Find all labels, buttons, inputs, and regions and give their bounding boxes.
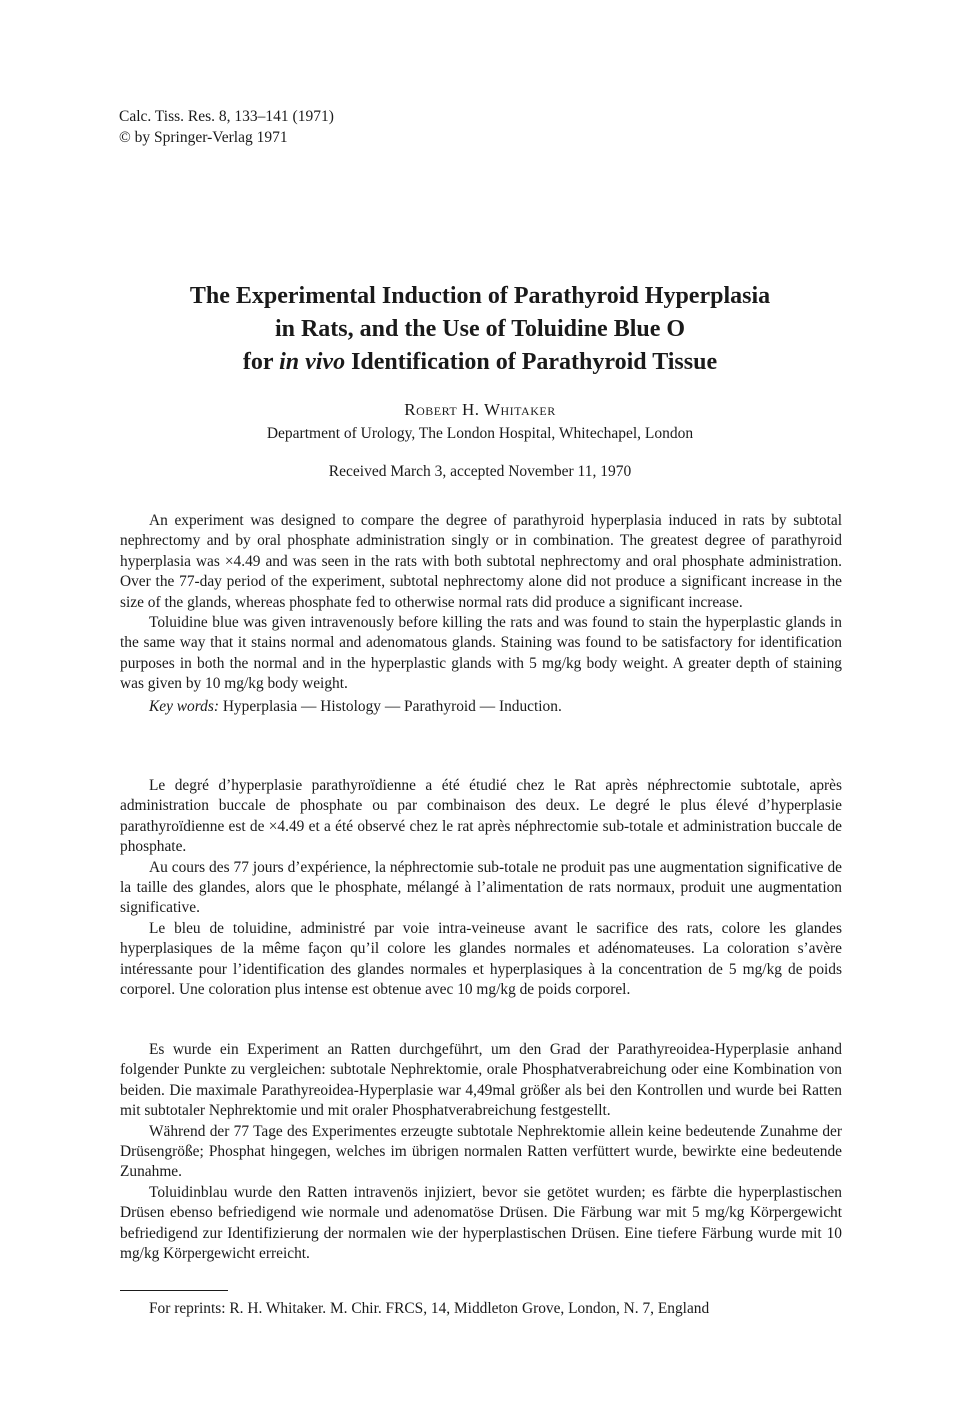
abstract-fr-paragraph-3: Le bleu de toluidine, administré par voie intra-veineuse avant le sacrifice des rats, colore les glandes hyperplasiques de la même façon qu’il colore les glandes normales et adénomateuses. La coloration s’avère intéressante pour l’identification des glandes normales et hyperplasiques à la concentration de 5 mg/kg de poids corporel. Une coloration plus intense est obtenue avec 10 mg/kg de poids corporel. (120, 919, 842, 999)
paper-title (120, 280, 840, 379)
abstract-en-paragraph-1: An experiment was designed to compare the degree of parathyroid hyperplasia induced in rats by subtotal nephrectomy and by oral phosphate administration singly or in combination. The greatest degree of parathyroid hyperplasia was ×4.49 and was seen in the rats with both subtotal nephrectomy and oral phosphate administration. Over the 77-day period of the experiment, subtotal nephrectomy alone did not produce a significant increase in the size of the glands, whereas phosphate fed to otherwise normal rats did produce a significant increase. (120, 512, 842, 611)
title-line-3-suffix: Identification of Parathyroid Tissue (345, 349, 718, 375)
author-affiliation: Department of Urology, The London Hospital, Whitechapel, London (266, 425, 694, 442)
abstract-de-paragraph-1: Es wurde ein Experiment an Ratten durchgeführt, um den Grad der Parathyreoidea-Hyperplasie anhand folgender Punkte zu vergleichen: subtotale Nephrektomie, orale Phosphatverabreichung oder eine Kombination von beiden. Die maximale Parathyreoidea-Hyperplasie war 4,49mal größer als bei den Kontrollen und wurde bei Ratten mit subtotaler Nephrektomie und mit oraler Phosphatverabreichung festgestellt. (120, 1041, 842, 1120)
title-line-2: in Rats, and the Use of Toluidine Blue O (274, 316, 686, 342)
abstract-german (120, 1040, 842, 1264)
journal-citation: Calc. Tiss. Res. 8, 133–141 (1971) (119, 108, 334, 125)
abstract-en-paragraph-2: Toluidine blue was given intravenously before killing the rats and was found to stain the hyperplastic glands in the same way that it stains normal and adenomatous glands. Staining was found to be satisfactory for identification purposes in both the normal and in the hyperplastic glands with 5 mg/kg body weight. A greater depth of staining was given by 10 mg/kg body weight. (120, 614, 842, 693)
copyright-notice: © by Springer-Verlag 1971 (119, 129, 288, 146)
title-line-3 (120, 346, 840, 379)
abstract-english (120, 511, 842, 717)
abstract-de-paragraph-3: Toluidinblau wurde den Ratten intravenös injiziert, bevor sie getötet wurden; es färbte die hyperplastischen Drüsen ebenso befriedigend wie normale und adenomatöse Drüsen. Die Färbung war mit 5 mg/kg Körpergewicht befriedigend zur Identifizierung der normalen wie der hyperplastischen Drüsen. Eine tiefere Färbung wurde mit 10 mg/kg Körpergewicht erreicht. (120, 1183, 842, 1263)
footnote-rule (120, 1290, 228, 1291)
abstract-fr-paragraph-1: Le degré d’hyperplasie parathyroïdienne a été étudié chez le Rat après néphrectomie subtotale, après administration buccale de phosphate ou par combinaison des deux. Le degré le plus élevé d’hyperplasie parathyroïdienne est de ×4.49 et a été observé chez le rat après néphrectomie sub-totale et administration buccale de phosphate. (120, 777, 842, 856)
received-dates: Received March 3, accepted November 11, 1970 (328, 463, 632, 480)
author-name: Robert H. Whitaker (404, 400, 556, 419)
abstract-fr-paragraph-2: Au cours des 77 jours d’expérience, la néphrectomie sub-totale ne produit pas une augmentation significative de la taille des glandes, alors que le phosphate, mélangé à l’alimentation de rats normaux, produit une augmentation significative. (120, 858, 842, 917)
keywords-list: Hyperplasia — Histology — Parathyroid — Induction. (218, 697, 562, 715)
abstract-french (120, 776, 842, 1000)
title-line-3-prefix: for (242, 349, 280, 375)
reprints-footnote: For reprints: R. H. Whitaker. M. Chir. FRCS, 14, Middleton Grove, London, N. 7, England (149, 1300, 710, 1317)
title-line-1: The Experimental Induction of Parathyroid Hyperplasia (189, 283, 771, 309)
journal-header (119, 106, 334, 148)
title-line-3-italic: in vivo (279, 349, 346, 375)
keywords-label: Key words: (149, 697, 219, 715)
abstract-de-paragraph-2: Während der 77 Tage des Experimentes erzeugte subtotale Nephrektomie allein keine bedeutende Zunahme der Drüsengröße; Phosphat hingegen, welches im übrigen normalen Ratten verfüttert wurde, bewirkte eine bedeutende Zunahme. (120, 1122, 842, 1181)
keywords (120, 697, 842, 717)
